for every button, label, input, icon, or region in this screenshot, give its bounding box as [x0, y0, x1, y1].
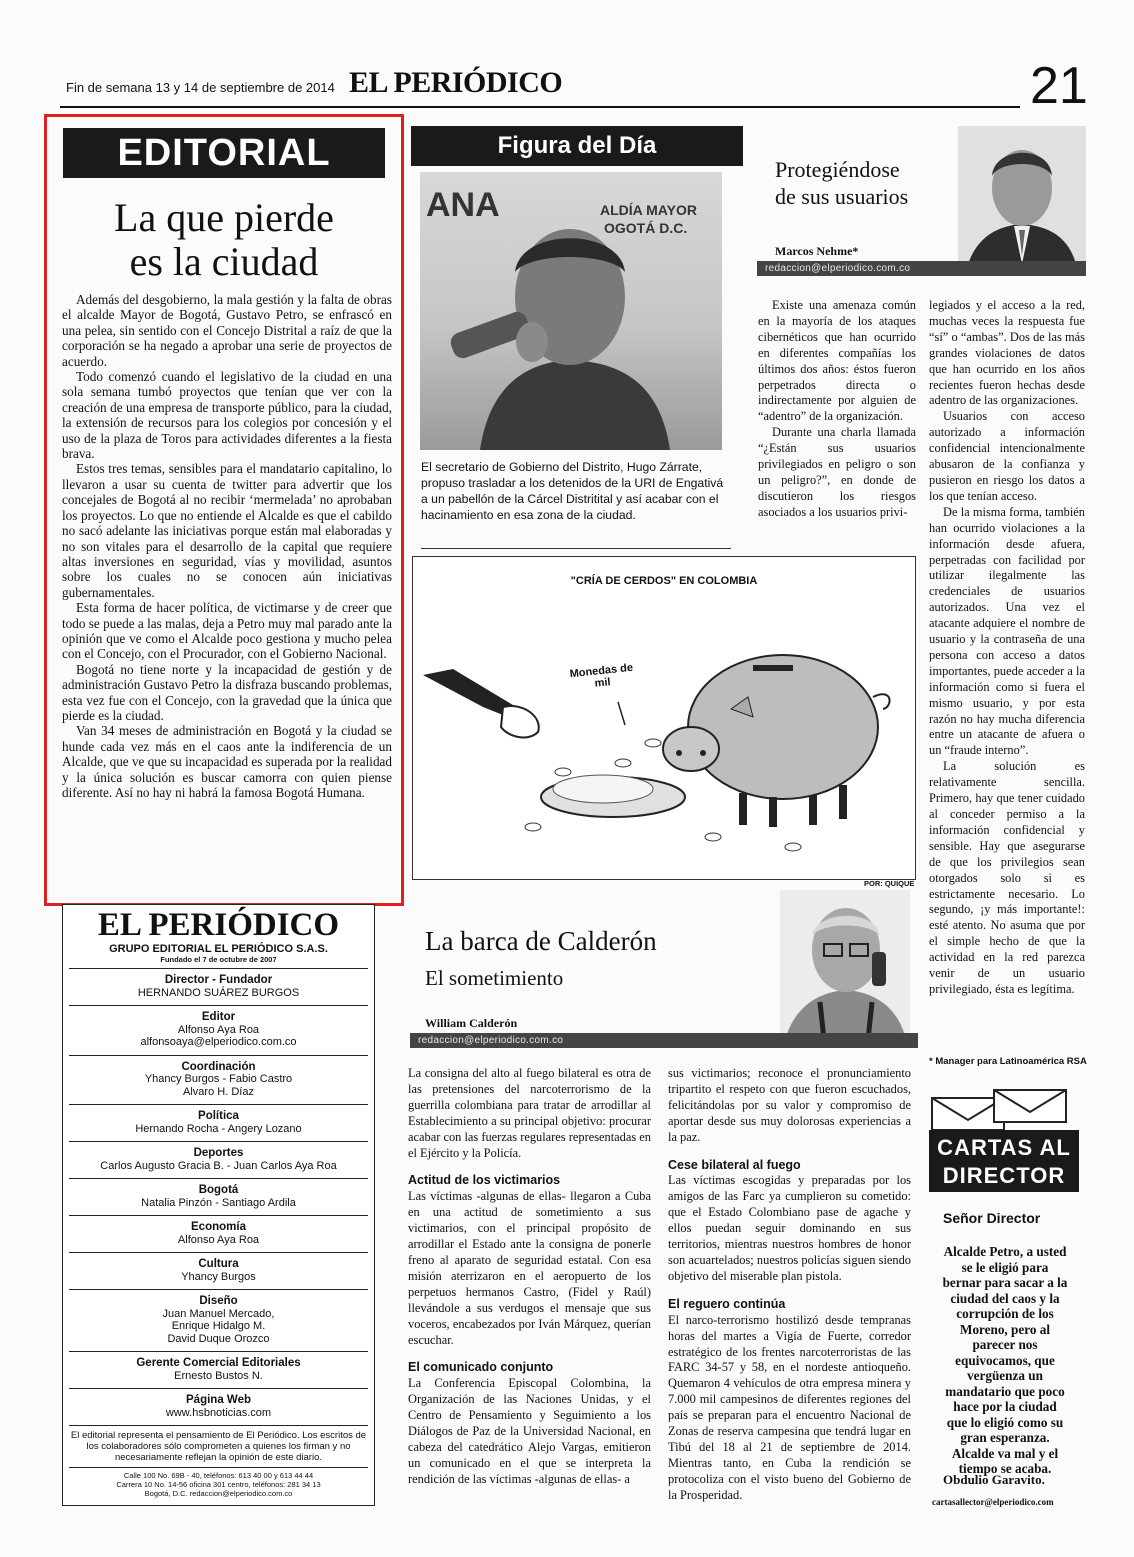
editorial-title-line2: es la ciudad	[129, 239, 319, 284]
editorial-paragraph: Bogotá no tiene norte y la incapacidad de gestión y de administración Gustavo Petro la disfraza buscando problemas, esta vez fue con el Concejo, con la gravedad que la única que pierde es la ciudad.	[62, 661, 392, 723]
staff-role: Deportes	[193, 1147, 244, 1159]
staff-founded: Fundado el 7 de octubre de 2007	[160, 955, 277, 964]
staff-address: Bogotá, D.C. redaccion@elperiodico.com.co	[144, 1489, 293, 1498]
photo-sign-ana: ANA	[426, 186, 500, 224]
calderon-paragraph: La Conferencia Episcopal Colombina, la Organización de las Naciones Unidas, y el Centro de Pensamiento y Seguimiento a los Diálogos de Paz de la Universidad Nacional, en cabeza del catedrático Alejo Vargas, emitieron un comunicado en el que se interpreta la rendición de las víctimas -algunas de ellas- a	[408, 1376, 651, 1486]
editorial-paragraph: Todo comenzó cuando el legislativo de la ciudad en una sola semana tumbó proyectos que tenían que ver con la creación de una empresa de transporte público, para la ciudad, la extensión de recursos para los colegios por concesión y el uso de la plaza de Toros para actividades diferentes a la fiesta brava.	[62, 369, 392, 462]
nehme-paragraph: La solución es relativamente sencilla. Primero, hay que tener cuidado al conceder permiso a la información confidencial y sensible. Hay que asegurarse de que los privilegios sean otorgados solo si es estrictamente necesario. Lo segundo, ¡y más importante!: esté atento. No asuma que por el simple hecho de que la actividad en la red parezca venir de un usuario privilegiado, ésta es legítima.	[929, 759, 1085, 996]
calderon-subheading: Cese bilateral al fuego	[668, 1157, 801, 1172]
figura-banner	[411, 126, 743, 166]
editorial-paragraph: Van 34 meses de administración en Bogotá y la ciudad se hunde cada vez más en el caos ante la indiferencia de un Alcalde, que ve que su incapacidad es superada por la realidad y la única solución es buscar camorra con quien piense diferente. Así no hay ni habrá la famosa Bogotá Humana.	[62, 723, 392, 800]
staff-block	[69, 1388, 368, 1425]
staff-block	[69, 1178, 368, 1215]
editorial-body	[62, 292, 392, 800]
nehme-paragraph: De la misma forma, también han ocurrido violaciones a la información desde afuera, perpetradas con facilidad por utilizar ilegalmente las credenciales de usuarios autorizados. Una vez el atacante adquiere el nombre de usuario y la contraseña de una persona con acceso a datos importantes, puede acceder a la información como si fuera el mismo usuario, y por esta razón no hay mucha diferencia entre un atacante de afuera o un “fraude interno”.	[929, 504, 1085, 758]
staff-block	[69, 1104, 368, 1141]
staff-masthead: EL PERIÓDICO	[97, 907, 340, 943]
nehme-col2	[929, 298, 1085, 998]
photo-sign-bogota: OGOTÁ D.C.	[604, 220, 688, 236]
header-rule	[60, 106, 1020, 108]
staff-role: Página Web	[186, 1394, 251, 1406]
staff-block	[69, 968, 368, 1005]
cartas-banner	[929, 1130, 1079, 1192]
staff-name: Juan Manuel Mercado,	[162, 1307, 275, 1320]
cartoon-credit: POR: QUIQUE	[864, 879, 915, 888]
nehme-portrait	[958, 126, 1086, 264]
staff-role: Economía	[191, 1221, 246, 1233]
calderon-photo	[780, 890, 910, 1040]
staff-address: Carrera 10 No. 14-56 oficina 301 centro, teléfonos: 281 34 13	[116, 1480, 321, 1489]
calderon-paragraph: Las víctimas escogidas y preparadas por los amigos de las Farc ya cumplieron su cometido: que el Estado Colombiano pase de agache y ellos puedan seguir dominando en sus territorios, mientras nuestros hombres de honor son acuartelados; nuestros policías siguen siendo objetivo del miserable plan pistola.	[668, 1173, 911, 1283]
staff-address: Calle 100 No. 69B - 40, teléfonos: 613 40 00 y 613 44 44	[123, 1471, 314, 1480]
photo-sign-alcaldia: ALDÍA MAYOR	[600, 202, 697, 218]
cartas-banner-line1: CARTAS AL	[937, 1135, 1071, 1160]
editorial-banner	[63, 128, 385, 178]
editorial-paragraph: Además del desgobierno, la mala gestión y la falta de obras el alcalde Mayor de Bogotá, Gustavo Petro, se enfrascó en una pelea, sin sentido con el Concejo Distrital a raíz de que la corporación se ha negado a aprobar una serie de proyectos de acuerdo.	[62, 292, 392, 369]
nehme-author: Marcos Nehme*	[775, 244, 859, 258]
staff-role: Director - Fundador	[164, 974, 273, 986]
staff-name: www.hsbnoticias.com	[165, 1406, 272, 1419]
cartoon-label: Monedas de mil	[569, 661, 634, 690]
staff-block	[69, 1141, 368, 1178]
staff-role: Editor	[201, 1011, 236, 1023]
staff-block	[69, 1289, 368, 1351]
cartoon-frame	[412, 556, 916, 880]
staff-name: Alfonso Aya Roa	[177, 1233, 260, 1246]
staff-role: Gerente Comercial Editoriales	[136, 1357, 301, 1369]
staff-name: Ernesto Bustos N.	[174, 1369, 263, 1382]
page-number: 21	[1030, 57, 1088, 115]
figura-divider	[421, 548, 731, 549]
staff-role: Diseño	[199, 1295, 238, 1307]
editorial-paragraph: Esta forma de hacer política, de victimarse y de creer que todo se puede a las malas, deja a Petro muy mal parado ante la opinión que ve como el Alcalde poco gestiona y mucho pelea con el Concejo, con el Procurador, con el Gobierno Nacional.	[62, 600, 392, 662]
calderon-author: William Calderón	[425, 1016, 518, 1030]
cartas-letter: Alcalde Petro, a usted se le eligió para bernar para sacar a la ciudad del caos y la corrupción de los Moreno, pero al parecer nos equivocamos, que vergüenza un mandatario que poco hace por la ciudad que lo eligió como su gran esperanza. Alcalde va mal y el tiempo se acaba.	[942, 1244, 1068, 1476]
nehme-paragraph: Existe una amenaza común en la mayoría de los ataques cibernéticos que han ocurrido en diferentes compañías los últimos dos años: éstos fueron perpetrados directa o indirectamente por alguien de “adentro” de la organización.	[758, 298, 916, 424]
staff-block	[69, 1055, 368, 1105]
staff-list	[63, 968, 374, 1425]
staff-group: GRUPO EDITORIAL EL PERIÓDICO S.A.S.	[109, 943, 328, 955]
figura-photo	[420, 172, 722, 450]
figura-banner-label: Figura del Día	[497, 132, 657, 159]
staff-name: Alvaro H. Díaz	[183, 1085, 254, 1098]
calderon-subheading: El reguero continúa	[668, 1296, 786, 1311]
nehme-photo	[958, 126, 1086, 264]
staff-role: Bogotá	[198, 1184, 239, 1196]
staff-name: Alfonso Aya Roa	[177, 1023, 260, 1036]
staff-role: Coordinación	[181, 1060, 256, 1073]
staff-disclaimer: El editorial representa el pensamiento de El Periódico. Los escritos de los colaboradores sólo comprometen a quienes los firman y no necesariamente reflejan la opinión de este diario.	[69, 1425, 368, 1463]
calderon-paragraph: Las víctimas -algunas de ellas- llegaron a Cuba en una actitud de sometimiento a sus victimarios, con el principal propósito de arrodillar el Estado ante la consigna de ponerle freno al aparato de seguridad estatal. Con esa misión aterrizaron en el aeropuerto de los perpetuos hermanos Castro, (Fidel y Raúl) llevándole a sus verdugos el mensaje que sus voceros, encabezados por Iván Márquez, querían escuchar.	[408, 1189, 651, 1347]
editorial-banner-label: EDITORIAL	[117, 132, 331, 174]
editorial-paragraph: Estos tres temas, sensibles para el mandatario capitalino, lo llevaron a usar su cuenta de twitter para advertir que los concejales de Bogotá al no recibir ‘mermelada’ no aprobaban los proyectos. Lo que no entiende el Alcalde es que el cabildo no sacó adelante las iniciativas porque están mal elaboradas y no son vitales para el desarrollo de la capital que requiere altas inversiones en seguridad, vías y movilidad, asuntos sobre los cuales no se conocen aún iniciativas gubernamentales.	[62, 461, 392, 600]
cartas-email: cartasallector@elperiodico.com	[932, 1497, 1054, 1507]
nehme-paragraph: Usuarios con acceso autorizado a información confidencial intencionalmente abusaron de la confianza y pusieron en riesgo los datos a los que tenían acceso.	[929, 409, 1085, 503]
cartoon-title: "CRÍA DE CERDOS" EN COLOMBIA	[570, 575, 758, 587]
staff-role: Cultura	[198, 1258, 239, 1270]
nehme-title-line1: Protegiéndose	[775, 157, 900, 182]
calderon-subheading: Actitud de los victimarios	[408, 1173, 561, 1188]
staff-name: Hernando Rocha - Angery Lozano	[135, 1122, 302, 1135]
staff-block	[69, 1252, 368, 1289]
cartas-signature: Obdulio Garavito.	[943, 1472, 1045, 1487]
calderon-subheading: El comunicado conjunto	[408, 1360, 554, 1375]
envelope-icon	[930, 1088, 1080, 1132]
nehme-title	[775, 156, 908, 210]
editorial-title	[63, 196, 385, 284]
calderon-email: redaccion@elperiodico.com.co	[410, 1033, 918, 1048]
staff-box	[62, 904, 375, 1506]
staff-name: Yhancy Burgos	[181, 1270, 256, 1283]
calderon-subtitle: El sometimiento	[425, 966, 564, 990]
nehme-paragraph: Durante una charla llamada “¿Están sus usuarios privilegiados en peligro o son un peligro?”, en donde de discutieron los riesgos asociados a los usuarios privi-	[758, 425, 916, 519]
nehme-email: redaccion@elperiodico.com.co	[757, 261, 1086, 276]
staff-block	[69, 1351, 368, 1388]
calderon-col2	[668, 1066, 911, 1504]
staff-block	[69, 1215, 368, 1252]
staff-role: Política	[198, 1110, 239, 1122]
calderon-paragraph: sus victimarios; reconoce el pronunciamiento tripartito el respeto con que fueron escuchados, felicitándolas por su valor y compromiso de aportar desde sus muy dolorosas experiencias a la paz.	[668, 1066, 911, 1144]
staff-name: alfonsoaya@elperiodico.com.co	[140, 1036, 297, 1048]
header-masthead: EL PERIÓDICO	[349, 66, 563, 99]
staff-addresses	[69, 1467, 368, 1498]
staff-name: Carlos Augusto Gracia B. - Juan Carlos Aya Roa	[100, 1159, 337, 1172]
calderon-paragraph: El narco-terrorismo hostilizó desde tempranas horas del martes a Vigía de Fuerte, corredor estratégico de los frentes narcoterroristas de las FARC 34-57 y 58, en el nordeste antioqueño. Quemaron 4 vehículos de otra empresa minera y 7.000 mil campesinos de diferentes regiones del país se preparan para el encuentro Nacional de Zonas de reserva campesina que tendrá lugar en Tibú del 18 al 21 de septiembre de 2014. Mientras tanto, en Cuba la rendición se protocoliza con el visto bueno del Gobierno de la Prosperidad.	[668, 1312, 911, 1502]
staff-name: Enrique Hidalgo M.	[171, 1320, 266, 1332]
staff-name: HERNANDO SUÁREZ BURGOS	[137, 986, 300, 999]
header-date: Fin de semana 13 y 14 de septiembre de 2014	[66, 80, 335, 95]
calderon-paragraph: La consigna del alto al fuego bilateral es otra de las pretensiones del narcoterrorismo de la guerrilla colombiana para tratar de arrodillar al Establecimiento a su principal objetivo: procurar acabar con las fuerzas regulares representadas en el Ejército y la Policía.	[408, 1066, 651, 1160]
staff-name: Yhancy Burgos - Fabio Castro	[144, 1073, 293, 1085]
staff-block	[69, 1005, 368, 1055]
cartas-salutation: Señor Director	[943, 1210, 1041, 1226]
figura-portrait	[420, 172, 722, 450]
calderon-portrait	[780, 890, 910, 1040]
editorial-title-line1: La que pierde	[114, 195, 334, 240]
nehme-title-line2: de sus usuarios	[775, 184, 909, 209]
cartas-envelopes	[930, 1088, 1080, 1132]
nehme-paragraph: legiados y el acceso a la red, muchas veces la respuesta fue “sí” o “ambas”. Dos de las más grandes violaciones de datos que han ocurrido en los años recientes fueron hechas desde adentro de las organizaciones.	[929, 298, 1085, 408]
staff-name: David Duque Orozco	[167, 1332, 270, 1345]
figura-caption: El secretario de Gobierno del Distrito, Hugo Zárrate, propuso trasladar a los detenidos de la URI de Engativá a un pabellón de la Cárcel Distritital y así acabar con el hacinamiento en esa zona de la ciudad.	[421, 460, 724, 522]
nehme-footnote: * Manager para Latinoamérica RSA	[929, 1056, 1087, 1067]
cartas-banner-line2: DIRECTOR	[942, 1163, 1066, 1188]
calderon-title: La barca de Calderón	[425, 926, 657, 956]
staff-name: Natalia Pinzón - Santiago Ardila	[141, 1196, 296, 1209]
cartoon-drawing	[413, 557, 915, 879]
nehme-col1	[758, 298, 916, 521]
calderon-col1	[408, 1066, 651, 1488]
